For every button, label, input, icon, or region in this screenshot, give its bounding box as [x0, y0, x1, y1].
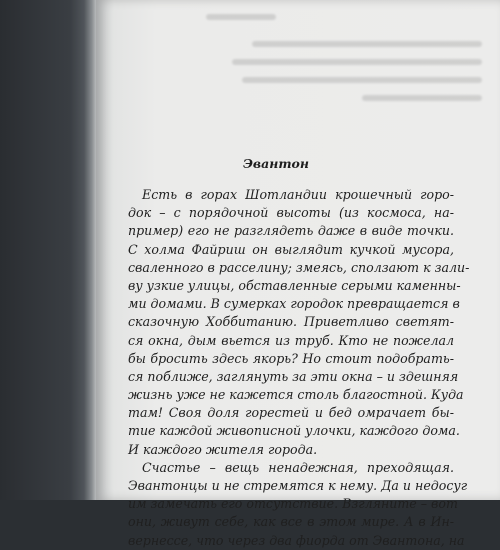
text-line: сказочную Хоббитанию. Приветливо светят- [128, 314, 454, 330]
paragraph [128, 459, 468, 550]
text-line: тие каждой живописной улочки, каждого дома. [128, 423, 460, 439]
text-line: Счастье – вещь ненадежная, преходящая. [142, 459, 454, 475]
text-line: вернессе, что через два фиорда от Эвантона, на [128, 532, 465, 548]
bleed-line [126, 71, 482, 89]
chapter-title: Эвантон [242, 156, 310, 171]
text-line: они, живут себе, как все в этом мире. А в Ин- [128, 514, 454, 530]
text-line: им замечать его отсутствие. Взгляните – вот [128, 496, 458, 512]
text-line: пример) его не разглядеть даже в виде точки. [128, 223, 454, 239]
bleed-line [126, 89, 482, 107]
book-page [96, 0, 500, 548]
bleed-line [126, 53, 482, 71]
text-line: С холма Файриш он выглядит кучкой мусора, [128, 241, 454, 257]
text-line: там! Своя доля горестей и бед омрачает бы- [128, 405, 454, 421]
bleed-running-head [126, 8, 482, 27]
chapter-text [128, 186, 470, 550]
text-line: ву узкие улицы, обставленные серыми каменны- [128, 277, 461, 293]
text-line: док – с порядочной высоты (из космоса, на- [128, 205, 454, 221]
text-line: бы бросить здесь якорь? Но стоит подобрать- [128, 350, 454, 366]
text-line: И каждого жителя города. [128, 441, 318, 457]
paragraph [128, 186, 470, 459]
text-line: ся поближе, заглянуть за эти окна – и здешняя [128, 368, 459, 384]
bleed-line [126, 35, 482, 53]
text-line: Есть в горах Шотландии крошечный горо- [142, 187, 454, 202]
text-line: сваленного в расселину; змеясь, сползают к зали- [128, 259, 470, 275]
bleed-through-text [126, 8, 482, 98]
text-line: ми домами. В сумерках городок превращается в [128, 296, 460, 312]
text-line: ся окна, дым вьется из труб. Кто не пожелал [128, 332, 454, 348]
text-line: жизнь уже не кажется столь благостной. Куда [128, 387, 464, 403]
text-line: Эвантонцы и не стремятся к нему. Да и недосуг [128, 478, 468, 493]
